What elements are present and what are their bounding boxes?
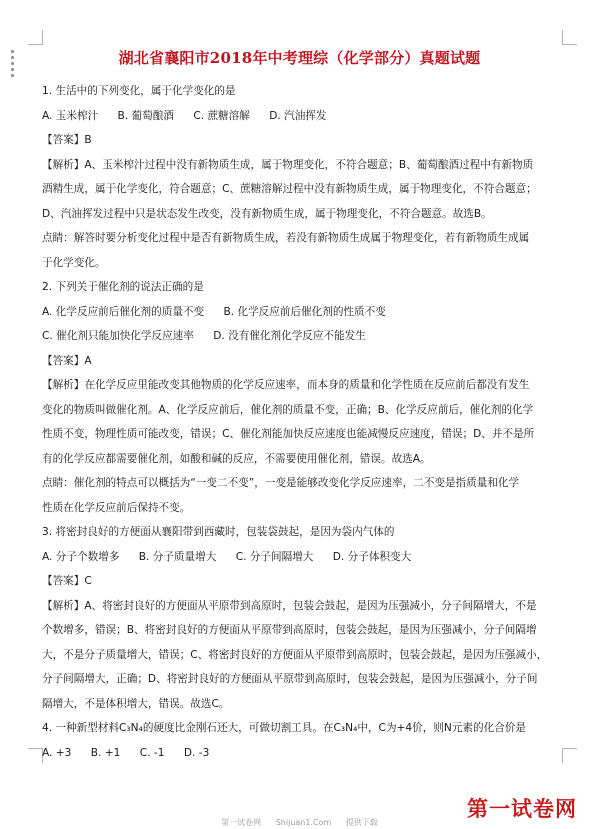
question-1-options: [42, 104, 562, 129]
question-2-analysis-line: 【解析】在化学反应里能改变其他物质的化学反应速率，而本身的质量和化学性质在反应前后都没有发生: [42, 379, 530, 391]
question-2-option-c: C. 催化剂只能加快化学反应速率: [42, 330, 194, 342]
question-2-tip-line: 性质在化学反应前后保持不变。: [42, 501, 191, 514]
question-1-tip-line: 于化学变化。: [42, 256, 106, 269]
question-3-option-d: D. 分子体积变大: [332, 550, 412, 563]
question-3-analysis-line: 大，不是分子质量增大，错误；C、将密封良好的方便面从平原带到高原时，包装会鼓起，是因为压强减小，: [42, 648, 548, 661]
question-2-option-b: B. 化学反应前后催化剂的性质不变: [223, 305, 386, 318]
question-4-option-c: C. -1: [139, 746, 165, 759]
crop-mark-bottom-left: [28, 748, 43, 763]
question-3-analysis-line: 隔增大，不是体积增大，错误。故选C。: [42, 697, 230, 710]
crop-mark-bottom-right: [562, 748, 577, 763]
question-3-analysis-line: 分子间隔增大，正确；D、将密封良好的方便面从平原带到高原时，包装会鼓起，是因为压强减小，分子间: [42, 673, 538, 685]
question-2-analysis-line: 有的化学反应都需要催化剂，如酸和碱的反应，不需要使用催化剂，错误。故选A。: [42, 452, 431, 465]
question-4-option-b: B. +1: [90, 746, 121, 759]
question-4-options: [42, 741, 562, 766]
site-watermark-logo: 第一试卷网: [467, 796, 577, 821]
question-1-option-b: B. 葡萄酿酒: [117, 109, 174, 122]
question-2-option-a: A. 化学反应前后催化剂的质量不变: [42, 305, 205, 318]
crop-mark-top-right: [562, 30, 577, 45]
question-2-options-row-2: [42, 324, 562, 349]
question-1-analysis-line: D、汽油挥发过程中只是状态发生改变，没有新物质生成，属于物理变化，不符合题意。故选B。: [42, 207, 492, 220]
question-3-stem: 3. 将密封良好的方便面从襄阳带到西藏时，包装袋鼓起，是因为袋内气体的: [42, 526, 395, 538]
question-3-option-a: A. 分子个数增多: [42, 550, 120, 563]
question-2-analysis-line: 变化的物质叫做催化剂。A、化学反应前后，催化剂的质量不变，正确；B、化学反应前后，催化剂的化学: [42, 403, 534, 416]
page-footer: [0, 817, 599, 828]
footer-site-name: 第一试卷网: [221, 818, 262, 827]
question-3-analysis-line: 【解析】A、将密封良好的方便面从平原带到高原时，包装会鼓起，是因为压强减小，分子间隔增大，不是: [42, 599, 537, 612]
question-4-option-a: A. +3: [42, 746, 72, 759]
question-3-options: [42, 545, 562, 570]
question-1-stem: 1. 生活中的下列变化，属于化学变化的是: [42, 85, 236, 97]
question-1-answer: 【答案】B: [42, 134, 92, 146]
document-title: 湖北省襄阳市2018年中考理综（化学部分）真题试题: [118, 49, 481, 67]
question-1-analysis-line: 酒精生成，属于化学变化，符合题意；C、蔗糖溶解过程中没有新物质生成，属于物理变化，不符合题意；: [42, 183, 537, 195]
question-2-options-row-1: [42, 300, 562, 325]
question-1-tip-line: 点睛：解答时要分析变化过程中是否有新物质生成，若没有新物质生成属于物理变化，若有新物质生成属: [42, 232, 530, 244]
document-body: [42, 79, 562, 765]
question-2-tip-line: 点睛：催化剂的特点可以概括为“一变二不变”，一变是能够改变化学反应速率，二不变是指质量和化学: [42, 477, 520, 489]
question-1-option-c: C. 蔗糖溶解: [193, 109, 250, 122]
question-1-option-a: A. 玉米榨汁: [42, 109, 99, 122]
crop-mark-top-left: [28, 30, 43, 45]
question-1-option-d: D. 汽油挥发: [269, 109, 327, 122]
question-2-option-d: D. 没有催化剂化学反应不能发生: [213, 330, 366, 342]
question-2-stem: 2. 下列关于催化剂的说法正确的是: [42, 281, 204, 293]
footer-download-text: 提供下载: [345, 818, 378, 827]
question-1-analysis-line: 【解析】A、玉米榨汁过程中没有新物质生成，属于物理变化，不符合题意；B、葡萄酿酒过程中有新物质: [42, 158, 534, 171]
question-2-answer: 【答案】A: [42, 354, 92, 367]
footer-site-url: Shijuan1.Com: [275, 818, 332, 827]
question-3-answer: 【答案】C: [42, 575, 92, 587]
question-4-stem: 4. 一种新型材料C₃N₄的硬度比金刚石还大，可做切割工具。在C₃N₄中，C为+4价，则N元素的化合价是: [42, 722, 527, 734]
question-2-analysis-line: 性质不变，物理性质可能改变，错误；C、催化剂能加快反应速度也能减慢反应速度，错误；D、并不是所: [42, 428, 535, 440]
question-3-analysis-line: 个数增多，错误；B、将密封良好的方便面从平原带到高原时，包装会鼓起，是因为压强减小，分子间隔增: [42, 624, 537, 636]
question-3-option-c: C. 分子间隔增大: [235, 550, 314, 563]
question-3-option-b: B. 分子质量增大: [138, 550, 217, 563]
question-4-option-d: D. -3: [183, 746, 210, 759]
